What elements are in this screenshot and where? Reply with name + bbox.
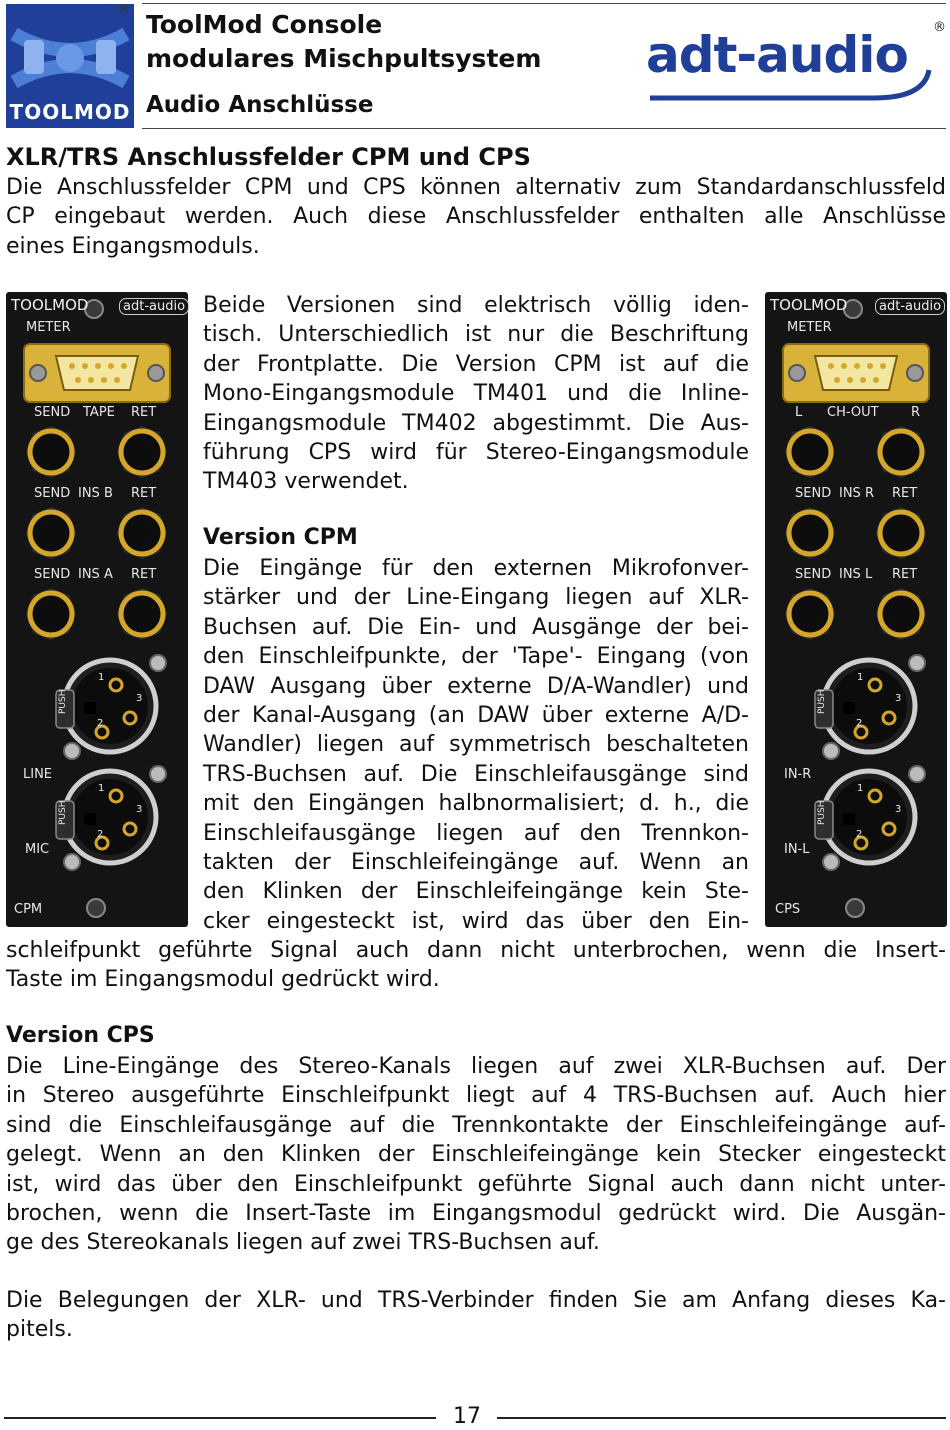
text-line: Die Anschlussfelder CPM und CPS können alternativ zum Standardanschlussfeld <box>6 175 946 200</box>
panel-brand: TOOLMOD <box>770 296 848 314</box>
text-line: Einschleifausgänge liegen auf den Trennkon- <box>203 820 749 846</box>
panel-cpm <box>6 292 188 927</box>
push-label: PUSH <box>58 689 68 714</box>
xlr-pin-label: 2 <box>97 718 104 729</box>
header-top-rule <box>142 3 946 4</box>
text-line: eines Eingangsmoduls. <box>6 233 260 259</box>
xlr-pin-label: 3 <box>136 804 143 815</box>
push-label: PUSH <box>817 689 827 714</box>
heading-version-cps: Version CPS <box>6 1023 155 1048</box>
text-line: der Kanal-Ausgang (an DAW über externe A/D- <box>203 703 749 729</box>
text-line: ist, wird das über den Einschleifpunkt geführte Signal auch dann nicht unter- <box>6 1171 946 1197</box>
header-title-line1: ToolMod Console <box>146 10 383 39</box>
brand-underline-icon <box>644 26 944 104</box>
text-line: ge des Stereokanals liegen auf zwei TRS-Buchsen auf. <box>6 1230 600 1256</box>
text-line: TRS-Buchsen auf. Die Einschleifausgänge sind <box>203 761 749 787</box>
xlr-mic-label: MIC <box>25 842 50 857</box>
xlr-pin-label: 1 <box>857 672 864 683</box>
header-section: Audio Anschlüsse <box>146 92 374 118</box>
column-paragraph-2 <box>203 554 749 936</box>
cps-paragraph <box>6 1052 946 1258</box>
jack-label: INS R <box>839 486 874 501</box>
text-line: den Klinken der Einschleifeingänge kein Ste- <box>203 879 749 905</box>
jack-label: SEND <box>34 486 71 501</box>
xlr-in-l-label: IN-L <box>784 842 810 857</box>
xlr-pin-label: 3 <box>895 804 902 815</box>
text-line: Die Belegungen der XLR- und TRS-Verbinder finden Sie am Anfang dieses Ka- <box>6 1288 946 1313</box>
adt-audio-wordmark: adt-audio <box>646 26 908 84</box>
text-line: Wandler) liegen auf symmetrisch beschalteten <box>203 732 749 758</box>
jack-label: RET <box>131 486 157 501</box>
meter-label: METER <box>26 320 71 335</box>
text-line: brochen, wenn die Insert-Taste im Eingangsmodul gedrückt wird. Die Ausgän- <box>6 1201 946 1227</box>
text-line: DAW Ausgang über externe D/A-Wandler) und <box>203 673 749 699</box>
full-width-continuation <box>6 936 946 995</box>
panel-small-brand: adt-audio <box>875 298 945 315</box>
xlr-pin-label: 1 <box>98 783 105 794</box>
xlr-pin-label: 2 <box>97 829 104 840</box>
meter-label: METER <box>787 320 832 335</box>
text-line: Taste im Eingangsmodul gedrückt wird. <box>6 967 440 993</box>
column-paragraph-1 <box>203 291 749 497</box>
jack-label: RET <box>892 567 918 582</box>
jack-label: RET <box>131 405 157 420</box>
text-line: der Frontplatte. Die Version CPM ist auf die <box>203 351 749 377</box>
jack-label: RET <box>892 486 918 501</box>
text-line: Buchsen auf. Die Ein- und Ausgänge der bei- <box>203 614 749 640</box>
text-line: cker eingesteckt ist, wird das über den Ein- <box>203 908 749 934</box>
header-title-line2: modulares Mischpultsystem <box>146 44 542 73</box>
xlr-in-r-label: IN-R <box>784 767 812 782</box>
page-heading: XLR/TRS Anschlussfelder CPM und CPS <box>6 143 531 171</box>
header-bottom-rule <box>142 128 946 129</box>
text-line: gelegt. Wenn an den Klinken der Einschleifeingänge kein Stecker eingesteckt <box>6 1142 946 1168</box>
adt-audio-logo <box>644 26 944 104</box>
xlr-pin-label: 3 <box>895 693 902 704</box>
panel-brand: TOOLMOD <box>11 296 89 314</box>
xlr-pin-label: 3 <box>136 693 143 704</box>
panel-small-brand: adt-audio <box>119 298 189 315</box>
text-line: Die Line-Eingänge des Stereo-Kanals liegen auf zwei XLR-Buchsen auf. Der <box>6 1054 946 1079</box>
xlr-pin-label: 2 <box>856 829 863 840</box>
text-line: pitels. <box>6 1317 73 1343</box>
logo-wordmark: TOOLMOD <box>9 100 131 124</box>
text-line: den Einschleifpunkte, der 'Tape'- Eingang (von <box>203 644 749 670</box>
toolmod-logo <box>6 4 134 128</box>
panel-name-label: CPM <box>14 902 43 917</box>
text-line: takten der Einschleifeingänge auf. Wenn an <box>203 850 749 876</box>
text-line: tisch. Unterschiedlich ist nur die Beschriftung <box>203 322 749 348</box>
xlr-pin-label: 1 <box>857 783 864 794</box>
text-line: Beide Versionen sind elektrisch völlig iden- <box>203 293 749 318</box>
jack-label: INS A <box>78 567 113 582</box>
text-line: stärker und der Line-Eingang liegen auf XLR- <box>203 585 749 611</box>
jack-label: RET <box>131 567 157 582</box>
xlr-pin-label: 2 <box>856 718 863 729</box>
text-line: in Stereo ausgeführte Einschleifpunkt liegt auf 4 TRS-Buchsen auf. Auch hier <box>6 1083 946 1109</box>
jack-label: SEND <box>34 405 71 420</box>
text-line: führung CPS wird für Stereo-Eingangsmodule <box>203 440 749 466</box>
push-label: PUSH <box>58 800 68 825</box>
intro-paragraph <box>6 173 946 261</box>
jack-label: SEND <box>795 486 832 501</box>
jack-label: R <box>911 405 921 420</box>
push-label: PUSH <box>817 800 827 825</box>
text-line: TM403 verwendet. <box>203 469 409 495</box>
text-line: CP eingebaut werden. Auch diese Anschlussfelder enthalten alle Anschlüsse <box>6 204 946 230</box>
panel-name-label: CPS <box>775 902 801 917</box>
heading-version-cpm: Version CPM <box>203 525 358 550</box>
jack-label: CH-OUT <box>827 405 879 420</box>
logo-registered-mark: ® <box>118 2 130 16</box>
xlr-pin-label: 1 <box>98 672 105 683</box>
text-line: schleifpunkt geführte Signal auch dann nicht unterbrochen, wenn die Insert- <box>6 938 946 963</box>
page-number: 17 <box>453 1404 481 1429</box>
text-line: mit den Eingängen halbnormalisiert; d. h., die <box>203 791 749 817</box>
text-line: Mono-Eingangsmodule TM401 und die Inline- <box>203 381 749 407</box>
final-paragraph <box>6 1286 946 1345</box>
text-line: sind die Einschleifausgänge auf die Trennkontakte der Einschleifeingänge auf- <box>6 1112 946 1138</box>
jack-label: L <box>795 405 803 420</box>
jack-label: SEND <box>795 567 832 582</box>
jack-label: SEND <box>34 567 71 582</box>
jack-label: TAPE <box>83 405 115 420</box>
jack-label: INS B <box>78 486 113 501</box>
xlr-line-label: LINE <box>23 767 53 782</box>
brand-registered-mark: ® <box>933 20 946 35</box>
footer-rule-left <box>4 1417 436 1419</box>
text-line: Eingangsmodule TM402 abgestimmt. Die Aus- <box>203 410 749 436</box>
panel-cps <box>765 292 947 927</box>
footer-rule-right <box>497 1417 946 1419</box>
text-line: Die Eingänge für den externen Mikrofonver- <box>203 556 749 581</box>
jack-label: INS L <box>839 567 873 582</box>
